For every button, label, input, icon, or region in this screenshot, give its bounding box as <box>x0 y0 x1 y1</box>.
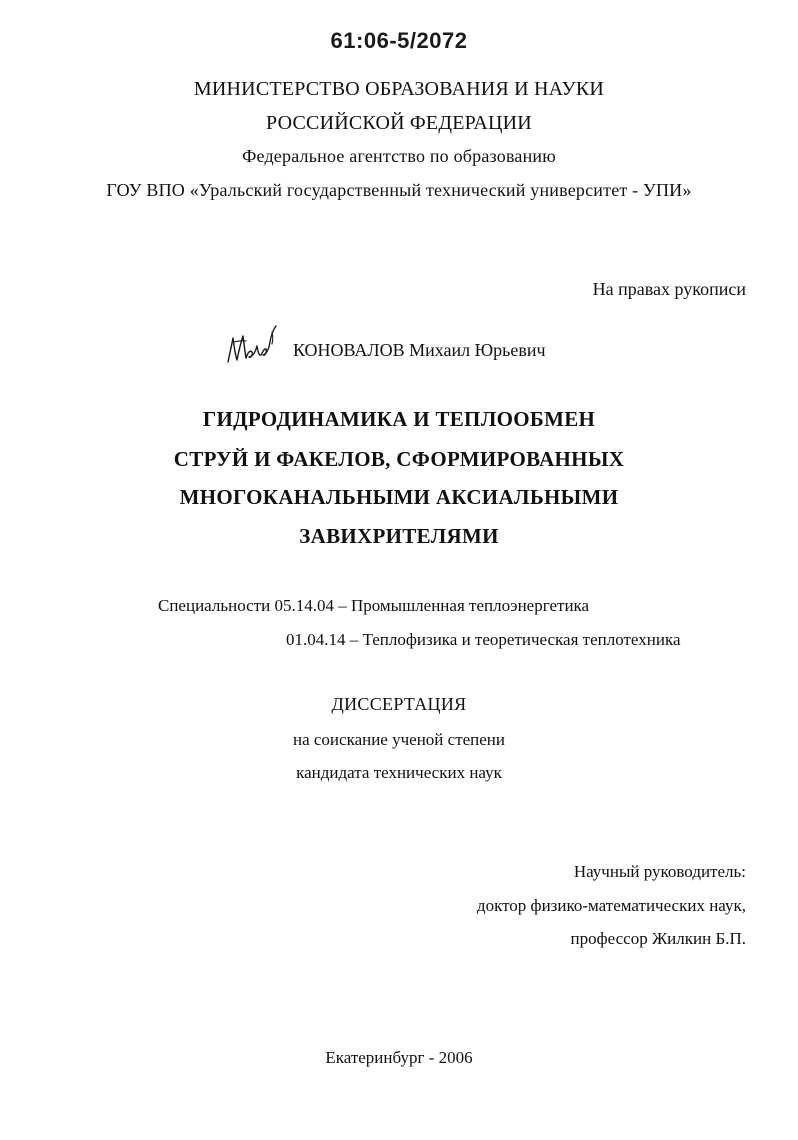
supervisor-degree: доктор физико-математических наук, <box>476 896 746 915</box>
archive-code: 61:06-5/2072 <box>330 28 468 53</box>
handwritten-signature-icon <box>224 322 284 370</box>
degree-line-2: кандидата технических наук <box>296 763 502 782</box>
document-type: ДИССЕРТАЦИЯ <box>331 694 467 714</box>
specialty-line-2: 01.04.14 – Теплофизика и теоретическая теплотехника <box>286 630 681 649</box>
supervisor-label: Научный руководитель: <box>573 862 746 881</box>
title-line-4: ЗАВИХРИТЕЛЯМИ <box>299 524 499 548</box>
specialty-line-1: Специальности 05.14.04 – Промышленная теплоэнергетика <box>158 596 590 615</box>
city-year: Екатеринбург - 2006 <box>325 1048 473 1067</box>
title-line-3: МНОГОКАНАЛЬНЫМИ АКСИАЛЬНЫМИ <box>179 485 619 509</box>
degree-line-1: на соискание ученой степени <box>292 730 506 749</box>
title-line-1: ГИДРОДИНАМИКА И ТЕПЛООБМЕН <box>202 407 596 431</box>
title-line-2: СТРУЙ И ФАКЕЛОВ, СФОРМИРОВАННЫХ <box>173 447 625 471</box>
ministry-line-2: РОССИЙСКОЙ ФЕДЕРАЦИИ <box>266 112 532 134</box>
author-name: КОНОВАЛОВ Михаил Юрьевич <box>293 340 546 360</box>
manuscript-rights: На правах рукописи <box>592 279 746 299</box>
supervisor-name: профессор Жилкин Б.П. <box>570 929 746 948</box>
agency-name: Федеральное агентство по образованию <box>242 146 556 166</box>
ministry-line-1: МИНИСТЕРСТВО ОБРАЗОВАНИЯ И НАУКИ <box>193 78 605 100</box>
university-name: ГОУ ВПО «Уральский государственный технический университет - УПИ» <box>106 180 692 200</box>
